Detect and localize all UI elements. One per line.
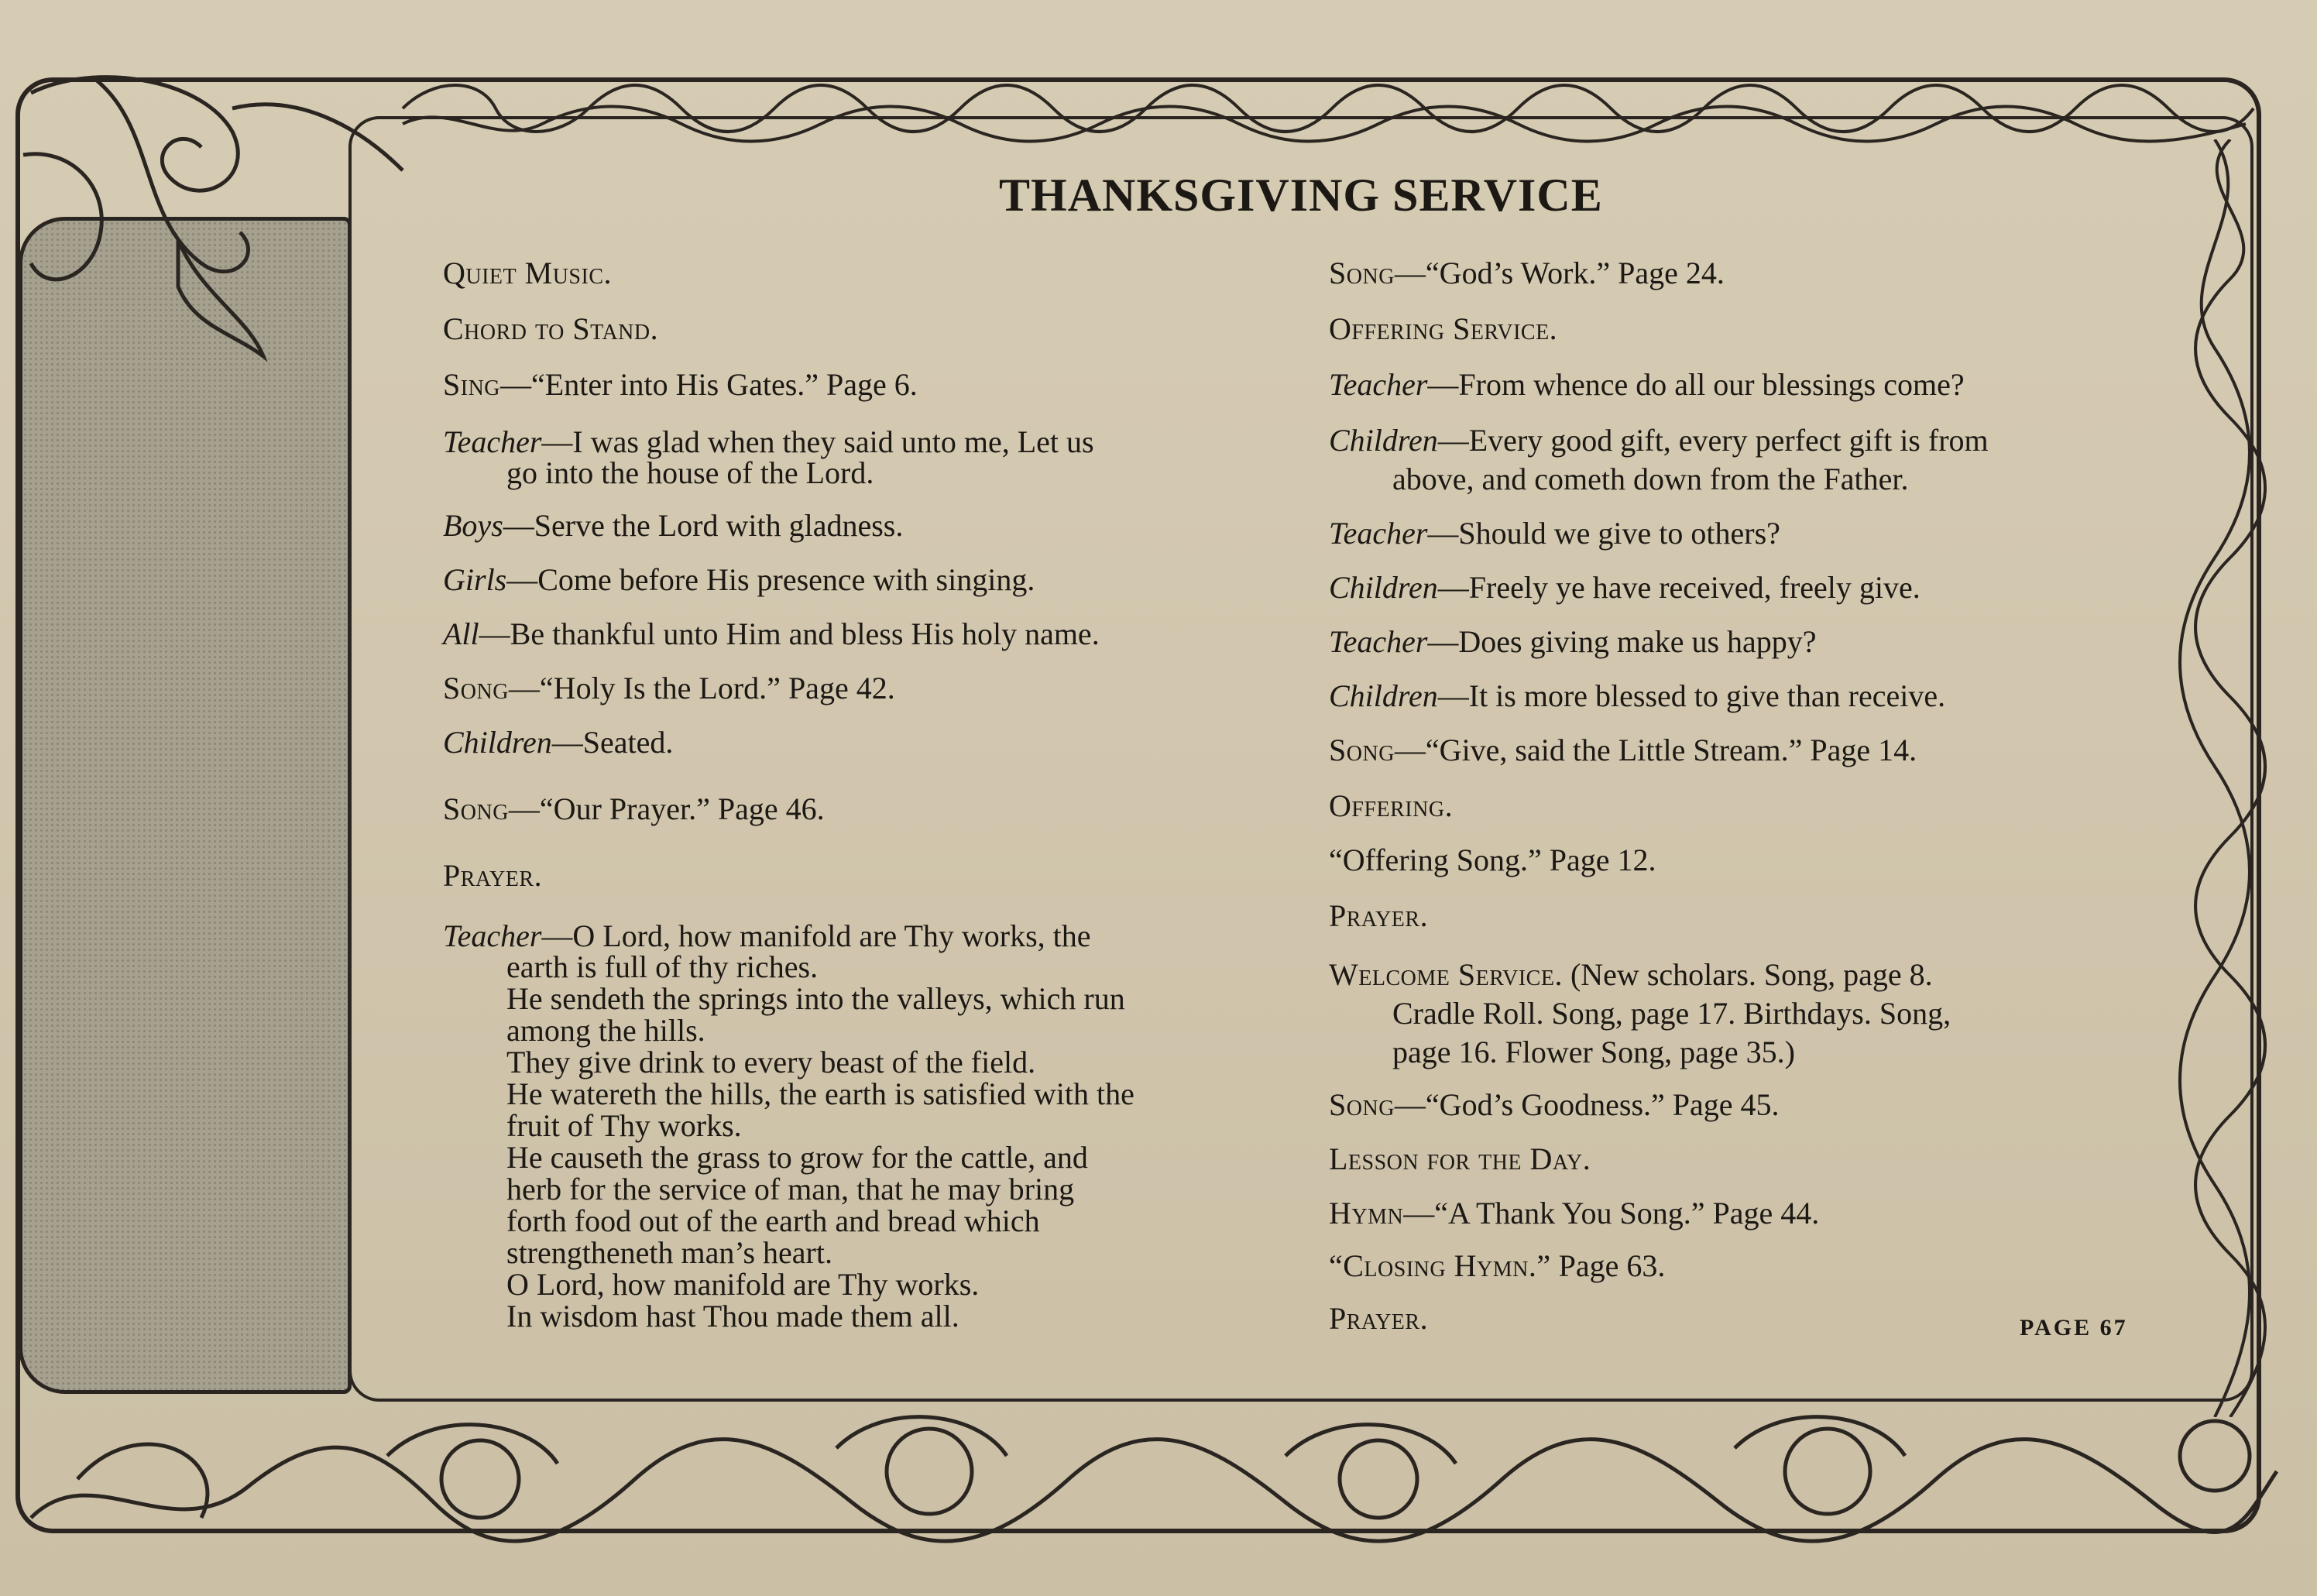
teacher-text: —I was glad when they said unto me, Let us bbox=[541, 424, 1094, 459]
sing-text: —“Enter into His Gates.” Page 6. bbox=[500, 367, 918, 402]
answer-text: —Every good gift, every perfect gift is from bbox=[1437, 423, 1989, 458]
closing-hymn-line bbox=[1329, 1250, 2161, 1282]
welcome-service-cont: page 16. Flower Song, page 35.) bbox=[1392, 1035, 1795, 1069]
song-little-stream-line bbox=[1329, 734, 2161, 766]
song-holy-line bbox=[443, 672, 1279, 704]
corner-acanthus-ornament bbox=[0, 62, 434, 387]
teacher-label: Teacher bbox=[443, 424, 542, 459]
stippled-side-panel bbox=[19, 217, 352, 1394]
children-answer-2 bbox=[1329, 571, 2161, 603]
psalm-line: In wisdom hast Thou made them all. bbox=[506, 1299, 959, 1333]
psalm-line: strengtheneth man’s heart. bbox=[506, 1235, 832, 1270]
psalm-line: herb for the service of man, that he may bring bbox=[506, 1172, 1075, 1206]
teacher-line-2 bbox=[443, 920, 1279, 952]
lesson-line: Lesson for the Day. bbox=[1329, 1141, 1591, 1176]
psalm-line: fruit of Thy works. bbox=[506, 1108, 742, 1143]
children-label: Children bbox=[1329, 570, 1438, 605]
song-label: Song bbox=[1329, 256, 1395, 290]
psalm-line: He causeth the grass to grow for the cattle, and bbox=[506, 1140, 1088, 1175]
teacher-question-3 bbox=[1329, 626, 2161, 657]
teacher-label: Teacher bbox=[443, 918, 542, 953]
question-text: —From whence do all our blessings come? bbox=[1427, 367, 1965, 402]
welcome-text: (New scholars. Song, page 8. bbox=[1562, 957, 1933, 992]
page-title: THANKSGIVING SERVICE bbox=[999, 170, 1603, 221]
psalm-line: He watereth the hills, the earth is satisfied with the bbox=[506, 1076, 1134, 1111]
children-text: —Seated. bbox=[551, 725, 674, 760]
children-answer-3 bbox=[1329, 680, 2161, 712]
all-text: —Be thankful unto Him and bless His holy name. bbox=[479, 616, 1100, 651]
hymn-line bbox=[1329, 1197, 2161, 1229]
psalm-line: O Lord, how manifold are Thy works. bbox=[506, 1267, 980, 1302]
boys-label: Boys bbox=[443, 508, 503, 543]
children-seated-line bbox=[443, 726, 1279, 758]
song-text: —“Holy Is the Lord.” Page 42. bbox=[508, 671, 895, 705]
closing-hymn-label: “Closing Hymn.” bbox=[1329, 1248, 1551, 1283]
teacher-line-1-cont: go into the house of the Lord. bbox=[506, 455, 874, 490]
song-text: —“God’s Work.” Page 24. bbox=[1394, 256, 1725, 290]
prayer-line: Prayer. bbox=[1329, 898, 1429, 933]
song-text: —“God’s Goodness.” Page 45. bbox=[1394, 1087, 1780, 1122]
children-label: Children bbox=[443, 725, 552, 760]
psalm-line: forth food out of the earth and bread which bbox=[506, 1203, 1040, 1238]
song-text: —“Our Prayer.” Page 46. bbox=[508, 791, 825, 826]
page-number: PAGE 67 bbox=[2020, 1315, 2128, 1340]
welcome-service-cont: Cradle Roll. Song, page 17. Birthdays. Song, bbox=[1392, 996, 1951, 1031]
sing-line bbox=[443, 369, 1279, 400]
song-text: —“Give, said the Little Stream.” Page 14. bbox=[1394, 733, 1917, 767]
answer-text: —Freely ye have received, freely give. bbox=[1437, 570, 1921, 605]
song-gods-work-line bbox=[1329, 257, 2161, 289]
song-label: Song bbox=[1329, 1087, 1395, 1122]
bottom-acanthus-ornament bbox=[0, 1363, 2317, 1557]
girls-line bbox=[443, 564, 1279, 595]
welcome-label: Welcome Service. bbox=[1329, 957, 1563, 992]
closing-hymn-text: Page 63. bbox=[1550, 1248, 1666, 1283]
teacher-question-2 bbox=[1329, 517, 2161, 549]
question-text: —Does giving make us happy? bbox=[1427, 624, 1817, 659]
teacher-label: Teacher bbox=[1329, 516, 1428, 551]
psalm-line: He sendeth the springs into the valleys, which run bbox=[506, 981, 1125, 1016]
song-label: Song bbox=[443, 791, 509, 826]
girls-label: Girls bbox=[443, 562, 507, 597]
teacher-label: Teacher bbox=[1329, 367, 1428, 402]
final-prayer-line: Prayer. bbox=[1329, 1301, 1429, 1336]
girls-text: —Come before His presence with singing. bbox=[506, 562, 1035, 597]
children-label: Children bbox=[1329, 678, 1438, 713]
song-prayer-line bbox=[443, 793, 1279, 825]
children-answer-1-cont: above, and cometh down from the Father. bbox=[1392, 462, 1909, 496]
boys-line bbox=[443, 510, 1279, 541]
song-label: Song bbox=[1329, 733, 1395, 767]
offering-service-heading: Offering Service. bbox=[1329, 311, 1558, 346]
children-label: Children bbox=[1329, 423, 1438, 458]
psalm-line: earth is full of thy riches. bbox=[506, 949, 819, 984]
teacher-question-1 bbox=[1329, 369, 2161, 400]
quiet-music: Quiet Music. bbox=[443, 256, 612, 290]
psalm-line: among the hills. bbox=[506, 1013, 705, 1048]
hymn-label: Hymn bbox=[1329, 1196, 1404, 1230]
chord-to-stand: Chord to Stand. bbox=[443, 311, 659, 346]
offering-heading: Offering. bbox=[1329, 788, 1454, 823]
teacher-text: —O Lord, how manifold are Thy works, the bbox=[541, 918, 1091, 953]
prayer-line: Prayer. bbox=[443, 858, 543, 893]
offering-song-line: “Offering Song.” Page 12. bbox=[1329, 843, 1656, 877]
welcome-service-line bbox=[1329, 959, 2161, 990]
teacher-label: Teacher bbox=[1329, 624, 1428, 659]
song-label: Song bbox=[443, 671, 509, 705]
hymn-text: —“A Thank You Song.” Page 44. bbox=[1403, 1196, 1820, 1230]
answer-text: —It is more blessed to give than receive. bbox=[1437, 678, 1946, 713]
teacher-line-1 bbox=[443, 426, 1279, 458]
children-answer-1 bbox=[1329, 424, 2161, 456]
all-label: All bbox=[443, 616, 479, 651]
song-gods-goodness-line bbox=[1329, 1089, 2161, 1121]
psalm-line: They give drink to every beast of the field. bbox=[506, 1045, 1036, 1079]
boys-text: —Serve the Lord with gladness. bbox=[503, 508, 904, 543]
question-text: —Should we give to others? bbox=[1427, 516, 1780, 551]
right-scroll-ornament bbox=[2168, 139, 2292, 1417]
sing-label: Sing bbox=[443, 367, 501, 402]
all-line bbox=[443, 618, 1279, 650]
